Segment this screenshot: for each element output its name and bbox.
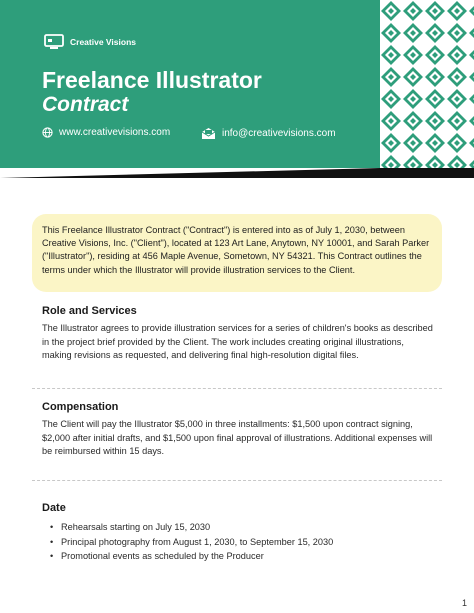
email-contact	[201, 127, 336, 140]
mail-icon	[201, 127, 216, 140]
section-body-role: The Illustrator agrees to provide illustration services for a series of children's books as described in the project brief provided by the Client. The work includes creating original illustrations, making revisions as requested, and delivering final high-resolution digital files.	[42, 323, 433, 361]
document-subtitle: Contract	[42, 93, 129, 116]
website-text: www.creativevisions.com	[59, 127, 171, 138]
list-item: • Promotional events as scheduled by the Producer	[50, 549, 333, 564]
section-title-date: Date	[42, 502, 66, 514]
section-divider	[32, 388, 442, 389]
globe-icon	[42, 127, 53, 138]
website-contact	[42, 127, 170, 138]
document-title: Freelance Illustrator	[42, 67, 262, 93]
page-number: 1	[462, 598, 468, 608]
section-title-role: Role and Services	[42, 305, 137, 317]
email-text: info@creativevisions.com	[222, 128, 336, 139]
list-item: • Rehearsals starting on July 15, 2030	[50, 520, 333, 535]
monitor-icon	[44, 34, 64, 50]
section-title-compensation: Compensation	[42, 401, 119, 413]
intro-paragraph: This Freelance Illustrator Contract ("Contract") is entered into as of July 1, 2030, between Creative Visions, Inc. ("Client"), located at 123 Art Lane, Anytown, NY 10001, and Sarah Parker ("Illustrator"), residing at 456 Maple Avenue, Sometown, NY 54321. This Contract outlines the terms under which the Illustrator will provide illustration services to the Client.	[32, 214, 442, 292]
header-banner	[0, 0, 474, 168]
decorative-pattern	[380, 0, 474, 168]
section-divider	[32, 480, 442, 481]
section-body-compensation: The Client will pay the Illustrator $5,000 in three installments: $1,500 upon contract signing, $2,000 after initial drafts, and $1,500 upon final approval of illustrations. Additional expenses will be reimbursed within 15 days.	[42, 419, 433, 457]
date-list	[50, 520, 333, 564]
brand-logo	[44, 34, 140, 50]
brand-name: Creative Visions	[70, 36, 136, 47]
list-item: • Principal photography from August 1, 2030, to September 15, 2030	[50, 535, 333, 550]
accent-bar	[0, 168, 474, 178]
